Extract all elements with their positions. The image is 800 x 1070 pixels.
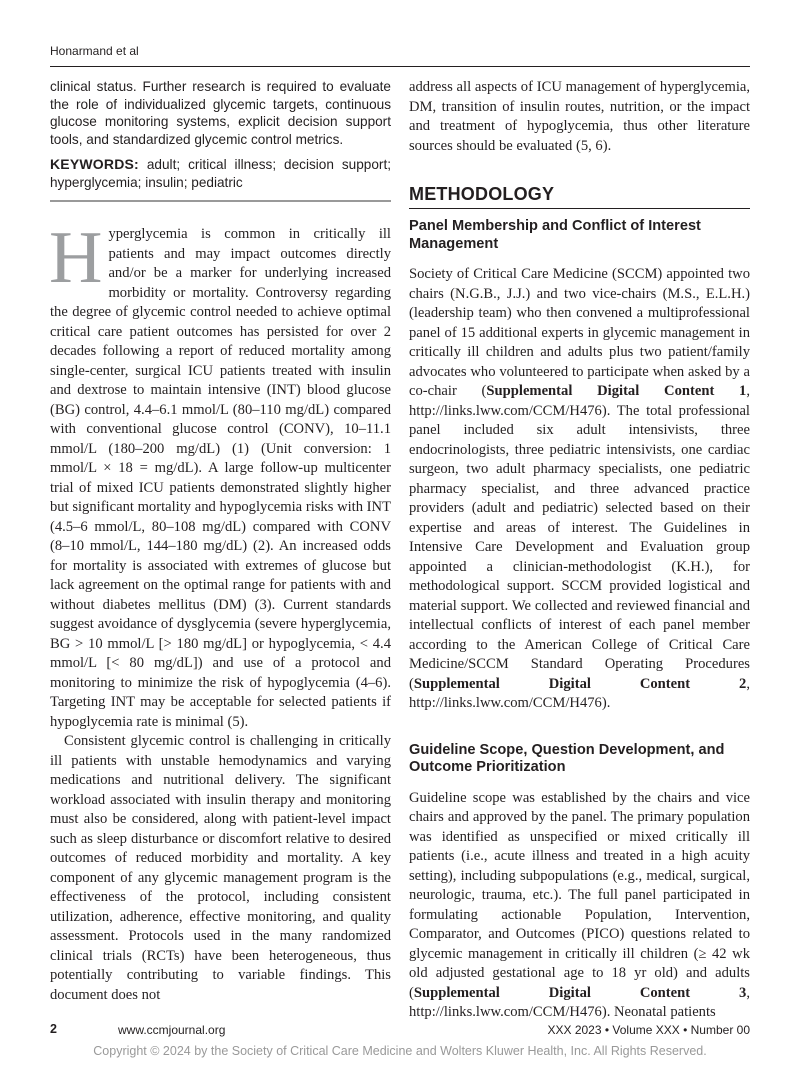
supplemental-content-1-link[interactable]: Supplemental Digital Content 1	[486, 383, 747, 399]
guideline-scope-paragraph	[409, 789, 750, 1023]
header-rule	[50, 66, 750, 67]
supplemental-content-2-link[interactable]: Supplemental Digital Content 2	[413, 675, 747, 692]
section-rule	[409, 208, 750, 209]
keywords-list: adult; critical illness; decision support; hyperglycemia; insulin; pediatric	[50, 156, 391, 190]
drop-cap: H	[49, 217, 103, 300]
intro-paragraph-2: Consistent glycemic control is challenging in critically ill patients with unstable hemodynamics and varying medications and nutritional delivery. The significant workload associated with insulin therapy and monitoring must also be considered, along with patient-level impact such as sleep disturbance or discomfort relative to desired outcomes of reduced morbidity and mortality. A key component of any glycemic management program is the effectiveness of the protocol, including consistent utilization, adherence, effective monitoring, and quality assessment. Protocols used in the many randomized clinical trials (RCTs) have been heterogeneous, thus potentially contributing to variable findings. This document does not	[50, 733, 391, 1003]
intro-paragraph-2-continued: address all aspects of ICU management of hyperglycemia, DM, transition of insulin routes, nutrition, or the impact and treatment of hypoglycemia, thus other literature sources should be evaluated (5, 6).	[409, 79, 750, 154]
panel-text-2: , http://links.lww.com/CCM/H476). The total professional panel included six adult intensivists, three endocrinologists, three pediatric intensivists, one cardiac surgeon, two adult pharmacy specialists, one pediatric pharmacy specialist, and three advanced practice providers (adult and pediatric) selected based on their expertise and areas of interest. The Guidelines in Intensive Care Development and Evaluation group appointed a clinician-methodologist (K.H.), for methodological support. SCCM provided logistical and material support. We collected and reviewed financial and intellectual conflicts of interest of each panel member according to the American College of Critical Care Medicine/SCCM Standard Operating Procedures (	[409, 383, 751, 692]
panel-text-1: Society of Critical Care Medicine (SCCM) appointed two chairs (N.G.B., J.J.) and two vice-chairs (M.S., E.L.H.) (leadership team) who then convened a multiprofessional panel of 15 additional experts in glycemic management in critically ill children and adults plus two patient/family advocates who volunteered to participate when asked by a co-chair (	[409, 266, 750, 399]
keywords	[50, 156, 391, 191]
page-number: 2	[50, 1022, 57, 1036]
abstract-tail: clinical status. Further research is required to evaluate the role of individualized glycemic targets, continuous glucose monitoring systems, explicit decision support tools, and standardized glycemic control metrics.	[50, 79, 391, 148]
issue-info: XXX 2023 • Volume XXX • Number 00	[547, 1023, 750, 1037]
panel-text-3: , http://links.lww.com/CCM/H476).	[409, 675, 750, 711]
section-heading-methodology: METHODOLOGY	[409, 184, 555, 204]
journal-url[interactable]: www.ccmjournal.org	[118, 1023, 226, 1037]
intro-paragraph-1-text: yperglycemia is common in critically ill patients and may impact outcomes directly and/or be a marker for underlying increased morbidity or mortality. Controversy regarding the degree of glycemic control needed to achieve optimal critical care patient outcomes has persisted for over 2 decades following a report of reduced mortality among single-center, surgical ICU patients treated with insulin and dextrose to maintain intensive (INT) blood glucose (BG) control, 4.4–6.1 mmol/L (80–110 mg/dL) compared with conventional glucose control (CONV), 10–11.1 mmol/L (180–200 mg/dL) (1) (Unit conversion: 1 mmol/L × 18 = mg/dL). A large follow-up multicenter trial of mixed ICU patients demonstrated slightly higher but significant mortality and hypoglycemia risks with INT (4.5–6 mmol/L, 80–108 mg/dL) compared with CONV (8–10 mmol/L, 144–180 mg/dL) (2). An increased odds for mortality is associated with extremes of glucose but lack agreement on the optimal range for patients with and without diabetes mellitus (DM) (3). Current standards suggest avoidance of dysglycemia (severe hyperglycemia, BG > 10 mmol/L [> 180 mg/dL] or hypoglycemia, < 4.4 mmol/L [< 80 mg/dL]) and use of a protocol and monitoring to minimize the risk of hypoglycemia (4–6). Targeting INT may be acceptable for selected patients if hypoglycemia rate is minimal (5).	[50, 226, 391, 730]
subheading-panel-membership: Panel Membership and Conflict of Interest Management	[409, 218, 701, 252]
subheading-guideline-scope: Guideline Scope, Question Development, and Outcome Prioritization	[409, 741, 725, 775]
intro-paragraph-1	[49, 217, 391, 732]
abstract-rule	[50, 200, 391, 202]
copyright-notice: Copyright © 2024 by the Society of Critical Care Medicine and Wolters Kluwer Health, Inc. All Rights Reserved.	[93, 1044, 707, 1058]
scope-text-2: , http://links.lww.com/CCM/H476). Neonatal patients	[409, 984, 750, 1020]
left-column	[50, 78, 391, 1005]
scope-text-1: Guideline scope was established by the chairs and vice chairs and approved by the panel. The primary population was identified as unspecified or mixed critically ill patients (i.e., acute illness and treated in a high acuity setting), including subpopulations (e.g., medical, surgical, neurologic, trauma, etc.). The full panel participated in formulating actionable Population, Intervention, Comparator, and Outcomes (PICO) questions related to glycemic management in critically ill children (≥ 42 wk old adjusted gestational age to 18 yr old) and adults (	[409, 789, 750, 1001]
running-head: Honarmand et al	[50, 44, 139, 58]
right-column	[409, 78, 750, 1023]
supplemental-content-3-link[interactable]: Supplemental Digital Content 3	[413, 984, 747, 1001]
panel-membership-paragraph	[409, 265, 750, 714]
keywords-label: KEYWORDS:	[50, 155, 139, 172]
